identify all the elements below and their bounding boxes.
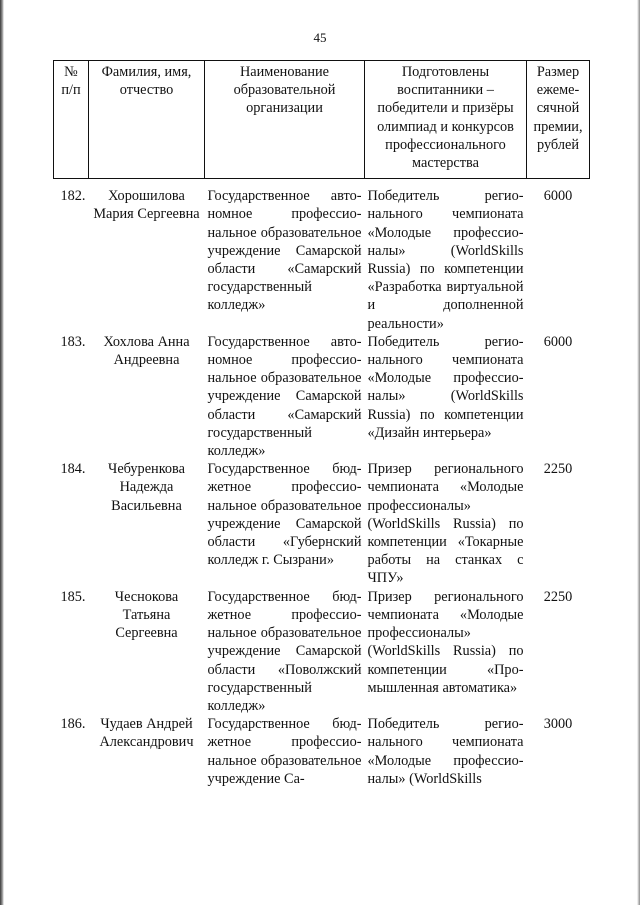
person-name: Чудаев Андрей Александрович (99, 716, 194, 751)
award-amount: 6000 (543, 333, 573, 350)
table-row (54, 460, 590, 587)
spacer-row (54, 179, 590, 188)
table-row (54, 588, 590, 715)
row-number: 186. (60, 716, 86, 733)
scan-edge-left (0, 0, 4, 905)
row-number: 183. (60, 333, 86, 350)
award-amount: 2250 (543, 588, 573, 605)
organization: Государственное автономное профессиональное образовательное учреждение Самарской области «Самарский государственный колледж» (207, 188, 362, 314)
header-org: Наименование образовательной организации (205, 61, 365, 179)
person-name: Чеснокова Татьяна Сергеевна (114, 588, 179, 642)
table-row (54, 187, 590, 333)
page-number: 45 (313, 30, 327, 45)
row-number: 182. (60, 188, 86, 205)
awards-table (53, 60, 590, 788)
table-header-row (54, 61, 590, 179)
table-row (54, 333, 590, 460)
row-number: 184. (60, 461, 86, 478)
header-name: Фамилия, имя, отчество (89, 61, 205, 179)
person-name: Чебуренкова Надежда Васильевна (108, 461, 185, 514)
person-name: Хохлова Анна Андреевна (103, 333, 190, 369)
award-amount: 2250 (543, 461, 573, 478)
award-amount: 6000 (543, 188, 573, 205)
header-num: № п/п (54, 61, 89, 179)
person-name: Хорошилова Мария Сергеевна (93, 188, 200, 223)
achievement: Победитель регионального чемпионата «Молодые профессионалы» (WorldSkills Russia) по компетенции «Дизайн интерьера» (367, 333, 524, 441)
row-number: 185. (60, 588, 86, 605)
table-row (54, 715, 590, 788)
header-achievement: Подготовлены воспитанники – победители и призёры олимпиад и конкурсов профессионального мастерства (365, 61, 527, 179)
organization: Государственное бюджетное профессиональное образовательное учреждение Самарской области «Поволжский государственный колледж» (207, 588, 362, 714)
achievement: Призер регионального чемпионата «Молодые профессионалы» (WorldSkills Russia) по компетенции «Промышленная автоматика» (367, 588, 524, 696)
organization: Государственное бюджетное профессиональное образовательное учреждение Са- (207, 716, 362, 787)
organization: Государственное автономное профессиональное образовательное учреждение Самарской области «Самарский государственный колледж» (207, 333, 362, 460)
header-amount: Размер ежеме-сячной премии, рублей (527, 61, 590, 179)
award-amount: 3000 (543, 716, 573, 733)
achievement: Победитель регионального чемпионата «Молодые профессионалы» (WorldSkills (367, 716, 524, 787)
organization: Государственное бюджетное профессиональное образовательное учреждение Самарской области «Губернский колледж г. Сызрани» (207, 461, 362, 569)
achievement: Призер регионального чемпионата «Молодые профессионалы» (WorldSkills Russia) по компетенции «Токарные работы на станках с ЧПУ» (367, 461, 524, 587)
achievement: Победитель регионального чемпионата «Молодые профессионалы» (WorldSkills Russia) по компетенции «Разработка виртуальной и дополненной реальности» (367, 188, 524, 332)
